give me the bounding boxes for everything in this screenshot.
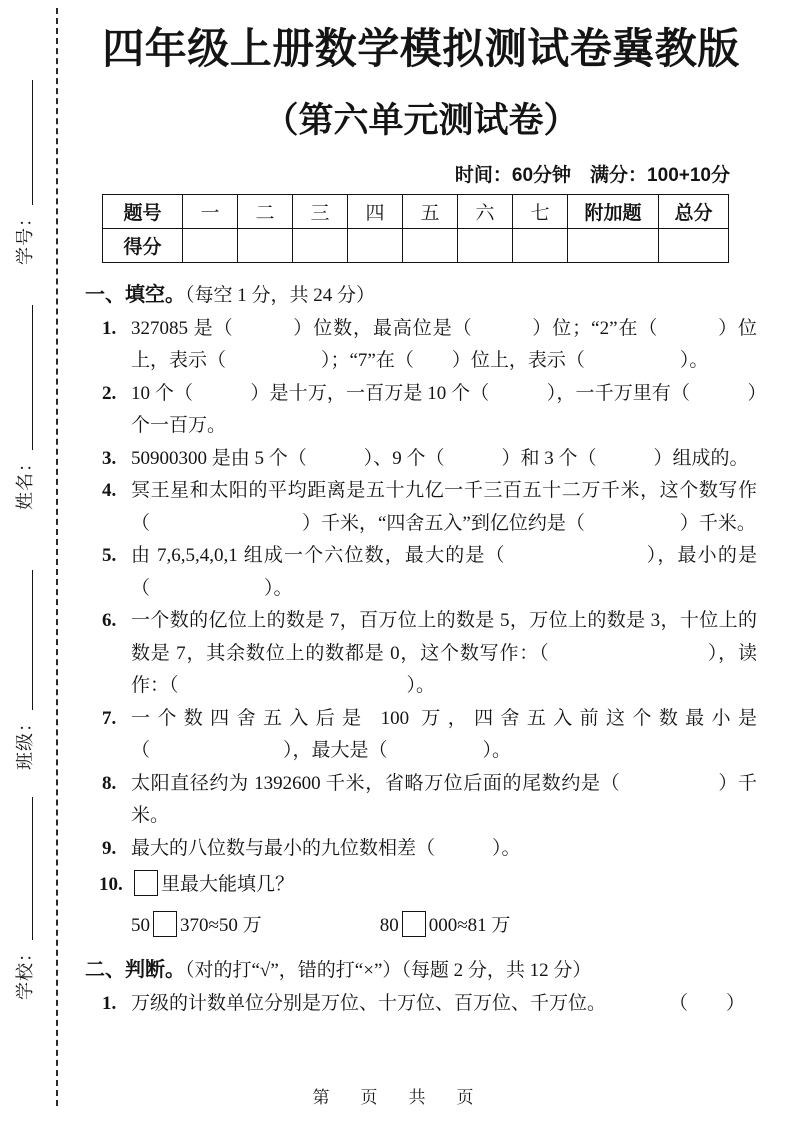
blank-box-icon — [134, 870, 158, 896]
question-text: 冥王星和太阳的平均距离是五十九亿一千三百五十二万千米，这个数写作（ ）千米，“四舍五入”到亿位约是（ ）千米。 — [131, 480, 757, 534]
judge-question-1 — [85, 988, 757, 1021]
question-number: 9. — [102, 837, 117, 859]
question-8 — [85, 768, 757, 833]
score-table-header-cell: 七 — [513, 195, 568, 229]
section-2-note: （对的打“√”，错的打“×”）（每题 2 分，共 12 分） — [185, 960, 592, 981]
score-table-header-cell: 二 — [238, 195, 293, 229]
student-name-label: 姓名： — [15, 453, 35, 510]
question-text: 一个数四舍五入后是 100 万，四舍五入前这个数最小是（ ），最大是（ ）。 — [131, 707, 757, 761]
section-2-title: 二、判断。 — [85, 959, 185, 981]
score-cell — [183, 229, 238, 263]
question-number: 3. — [102, 447, 117, 469]
question-6 — [85, 605, 757, 703]
section-1-title: 一、填空。 — [85, 284, 185, 306]
question-text: 太阳直径约为 1392600 千米，省略万位后面的尾数约是（ ）千米。 — [131, 772, 757, 826]
score-cell — [458, 229, 513, 263]
question-5 — [85, 540, 757, 605]
score-table-header-row — [103, 195, 729, 229]
school-field — [13, 797, 37, 1000]
questions-area — [85, 279, 757, 1020]
score-table-header-cell: 总分 — [659, 195, 729, 229]
student-id-label: 学号： — [15, 208, 35, 265]
score-table — [102, 194, 729, 263]
class-write-line — [32, 570, 33, 710]
score-cell — [293, 229, 348, 263]
question-number: 7. — [102, 707, 117, 729]
exam-time-score-info: 时间：60分钟 满分：100+10分 — [454, 165, 730, 186]
question-1 — [85, 313, 757, 378]
class-label: 班级： — [15, 713, 35, 770]
student-id-field — [13, 80, 37, 265]
question-2 — [85, 378, 757, 443]
blank-box-icon — [153, 911, 177, 937]
score-row-label: 得分 — [103, 229, 183, 263]
score-table-header-cell: 四 — [348, 195, 403, 229]
score-cell — [238, 229, 293, 263]
question-number: 1. — [102, 317, 117, 339]
question-text: 50900300 是由 5 个（ ）、9 个（ ）和 3 个（ ）组成的。 — [131, 447, 749, 469]
score-table-score-row — [103, 229, 729, 263]
score-table-header-cell: 五 — [403, 195, 458, 229]
expression-text: 000≈81 万 — [428, 914, 511, 936]
score-table-header-cell: 六 — [458, 195, 513, 229]
section-1-note: （每空 1 分，共 24 分） — [185, 285, 376, 306]
question-number: 8. — [102, 772, 117, 794]
score-table-header-cell: 一 — [183, 195, 238, 229]
score-table-header-cell: 题号 — [103, 195, 183, 229]
student-name-write-line — [32, 305, 33, 450]
score-table-header-cell: 三 — [293, 195, 348, 229]
question-10-expressions — [85, 910, 757, 943]
school-label: 学校： — [15, 943, 35, 1000]
question-3 — [85, 443, 757, 476]
page-footer: 第 页 共 页 — [312, 1088, 481, 1107]
question-number: 4. — [102, 480, 117, 501]
question-4 — [85, 475, 757, 540]
question-number: 6. — [102, 610, 117, 631]
section-1-heading — [85, 279, 757, 313]
approx-expression-1 — [131, 910, 262, 943]
score-cell — [568, 229, 659, 263]
student-id-write-line — [32, 80, 33, 205]
question-text: 万级的计数单位分别是万位、十万位、百万位、千万位。 — [131, 992, 607, 1014]
question-text: 10 个（ ）是十万，一百万是 10 个（ ），一千万里有（ ）个一百万。 — [131, 382, 757, 436]
expression-text: 80 — [379, 914, 399, 936]
score-cell — [403, 229, 458, 263]
question-7 — [85, 703, 757, 768]
question-9 — [85, 833, 757, 866]
answer-blank: （ ） — [668, 992, 745, 1014]
page-title: 四年级上册数学模拟测试卷冀教版 — [102, 25, 740, 72]
question-number: 5. — [102, 545, 117, 566]
exam-content — [85, 0, 757, 1020]
question-number: 1. — [102, 992, 117, 1014]
expression-text: 50 — [131, 914, 150, 936]
expression-text: 370≈50 万 — [180, 914, 262, 936]
class-field — [13, 570, 37, 770]
question-10 — [85, 869, 757, 902]
question-text: 一个数的亿位上的数是 7，百万位上的数是 5，万位上的数是 3，十位上的数是 7，其余数位上的数都是 0，这个数写作：（ ），读作：（ ）。 — [131, 610, 757, 696]
score-cell — [659, 229, 729, 263]
question-number: 10. — [99, 874, 123, 895]
page-subtitle: （第六单元测试卷） — [263, 101, 579, 140]
margin-dashed-line — [56, 8, 58, 1106]
question-text: 最大的八位数与最小的九位数相差（ ）。 — [131, 837, 521, 859]
student-name-field — [13, 305, 37, 510]
question-number: 2. — [102, 382, 117, 404]
score-cell — [513, 229, 568, 263]
school-write-line — [32, 797, 33, 940]
approx-expression-2 — [380, 910, 511, 943]
score-cell — [348, 229, 403, 263]
question-text: 里最大能填几？ — [161, 874, 295, 895]
blank-box-icon — [402, 911, 426, 937]
score-table-header-cell: 附加题 — [568, 195, 659, 229]
question-text: 由 7,6,5,4,0,1 组成一个六位数，最大的是（ ），最小的是（ ）。 — [131, 545, 757, 599]
question-text: 327085 是（ ）位数，最高位是（ ）位；“2”在（ ）位上，表示（ ）；“7”在（ ）位上，表示（ ）。 — [131, 317, 757, 371]
section-2-heading — [85, 954, 757, 988]
